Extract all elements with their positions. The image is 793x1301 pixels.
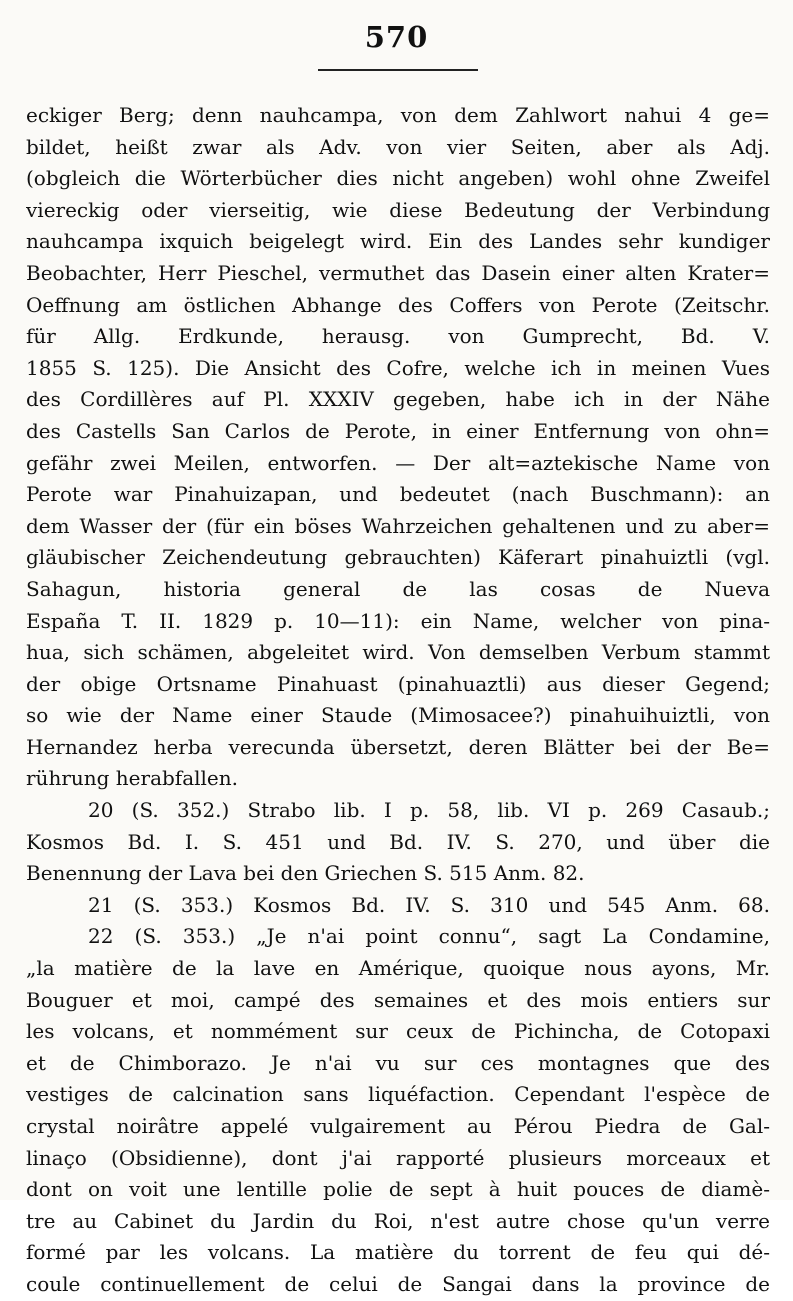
text-line: tre au Cabinet du Jardin du Roi, n'est autre chose qu'un verre (26, 1208, 770, 1233)
header-rule (318, 69, 478, 71)
text-line: formé par les volcans. La matière du torrent de feu qui dé- (26, 1240, 770, 1265)
text-line: Perote war Pinahuizapan, und bedeutet (nach Buschmann): an (26, 482, 770, 507)
text-line: des Castells San Carlos de Perote, in einer Entfernung von ohn= (26, 418, 770, 443)
text-line: gläubischer Zeichendeutung gebrauchten) Käferart pinahuiztli (vgl. (26, 545, 770, 570)
text-line: rührung herabfallen. (26, 766, 239, 791)
text-line: crystal noirâtre appelé vulgairement au Pérou Piedra de Gal- (26, 1114, 770, 1138)
text-line: 1855 S. 125). Die Ansicht des Cofre, welche ich in meinen Vues (26, 355, 770, 380)
text-line: so wie der Name einer Staude (Mimosacee?) pinahuihuiztli, von (26, 703, 770, 728)
text-line: dem Wasser der (für ein böses Wahrzeichen gehaltenen und zu aber= (26, 513, 770, 538)
footnote-22: 22 (S. 353.) „Je n'ai point connu“, sagt La Condamine, (88, 924, 770, 949)
text-line: der obige Ortsname Pinahuast (pinahuaztli) aus dieser Gegend; (26, 671, 770, 696)
text-line: viereckig oder vierseitig, wie diese Bedeutung der Verbindung (26, 197, 770, 222)
text-line: Beobachter, Herr Pieschel, vermuthet das Dasein einer alten Krater= (26, 260, 770, 285)
footnote-20: 20 (S. 352.) Strabo lib. I p. 58, lib. VI p. 269 Casaub.; (88, 798, 770, 823)
text-line: des Cordillères auf Pl. XXXIV gegeben, habe ich in der Nähe (26, 387, 770, 412)
text-line: vestiges de calcination sans liquéfaction. Cependant l'espèce de (26, 1082, 770, 1107)
text-line: nauhcampa ixquich beigelegt wird. Ein des Landes sehr kundiger (26, 229, 770, 254)
page-number: 570 (364, 20, 429, 54)
text-line: les volcans, et nommément sur ceux de Pichincha, de Cotopaxi (26, 1019, 770, 1044)
text-line: Bouguer et moi, campé des semaines et des mois entiers sur (26, 987, 770, 1012)
text-line: eckiger Berg; denn nauhcampa, von dem Zahlwort nahui 4 ge= (26, 103, 770, 127)
text-line: dont on voit une lentille polie de sept à huit pouces de diamè- (26, 1177, 770, 1202)
text-line: hua, sich schämen, abgeleitet wird. Von demselben Verbum stammt (26, 640, 770, 665)
text-line: für Allg. Erdkunde, herausg. von Gumprecht, Bd. V. (26, 324, 770, 349)
text-line: linaço (Obsidienne), dont j'ai rapporté plusieurs morceaux et (26, 1145, 770, 1170)
body-text (26, 100, 770, 1301)
text-line: coule continuellement de celui de Sangai dans la province de (26, 1271, 770, 1296)
footnote-21: 21 (S. 353.) Kosmos Bd. IV. S. 310 und 545 Anm. 68. (88, 892, 770, 917)
text-line: Hernandez herba verecunda übersetzt, deren Blätter bei der Be= (26, 734, 770, 759)
text-line: Sahagun, historia general de las cosas de Nueva (26, 576, 770, 601)
text-line: Benennung der Lava bei den Griechen S. 515 Anm. 82. (26, 861, 585, 886)
text-line: bildet, heißt zwar als Adv. von vier Seiten, aber als Adj. (26, 134, 770, 159)
text-line: gefähr zwei Meilen, entworfen. — Der alt=aztekische Name von (26, 450, 770, 475)
text-line: España T. II. 1829 p. 10—11): ein Name, welcher von pina- (26, 608, 770, 633)
text-line: Kosmos Bd. I. S. 451 und Bd. IV. S. 270, und über die (26, 829, 770, 854)
text-line: „la matière de la lave en Amérique, quoique nous ayons, Mr. (26, 956, 770, 981)
text-line: (obgleich die Wörterbücher dies nicht angeben) wohl ohne Zweifel (26, 166, 770, 191)
text-line: et de Chimborazo. Je n'ai vu sur ces montagnes que des (26, 1050, 770, 1075)
text-line: Oeffnung am östlichen Abhange des Coffers von Perote (Zeitschr. (26, 292, 770, 317)
